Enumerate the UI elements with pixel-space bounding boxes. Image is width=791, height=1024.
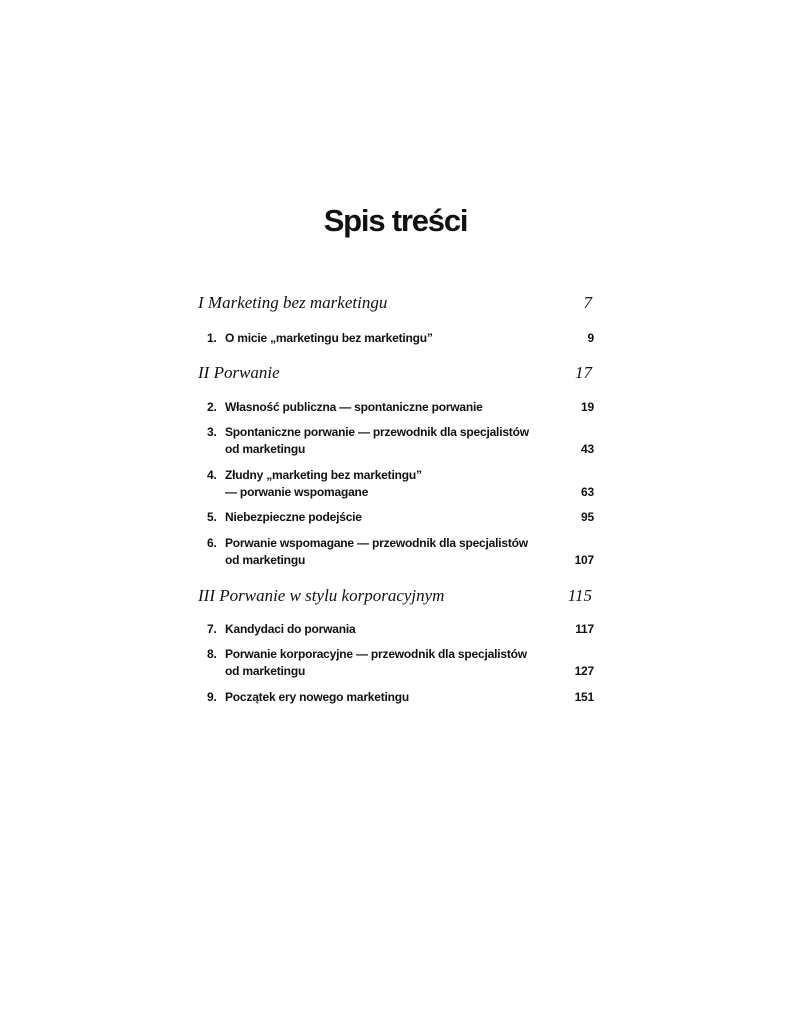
toc-part-title: III Porwanie w stylu korporacyjnym — [198, 586, 445, 605]
toc-chapter-page: 9 — [587, 331, 594, 345]
toc-part-page: 17 — [575, 363, 592, 382]
toc-chapter-number: 4. — [207, 468, 217, 482]
toc-chapter-page: 63 — [581, 485, 594, 499]
toc-chapter-number: 9. — [207, 690, 217, 704]
toc-chapter-page: 19 — [581, 400, 594, 414]
toc-chapter-number: 6. — [207, 536, 217, 550]
toc-chapter-number: 5. — [207, 510, 217, 524]
toc-chapter-title: Spontaniczne porwanie — przewodnik dla specjalistów — [225, 425, 529, 439]
toc-chapter-title: Niebezpieczne podejście — [225, 510, 362, 524]
toc-chapter-title-continued: od marketingu — [225, 442, 306, 456]
toc-part-title: I Marketing bez marketingu — [198, 293, 388, 312]
toc-part-page: 7 — [583, 293, 592, 312]
toc-chapter-number: 2. — [207, 400, 217, 414]
page-title: Spis treści — [323, 203, 468, 238]
toc-chapter-title: Własność publiczna — spontaniczne porwanie — [225, 400, 483, 414]
toc-chapter-title: O micie „marketingu bez marketingu” — [225, 331, 433, 345]
toc-chapter-page: 95 — [581, 510, 594, 524]
toc-chapter-number: 8. — [207, 647, 217, 661]
toc-chapter-number: 1. — [207, 331, 217, 345]
toc-chapter-title-continued: od marketingu — [225, 664, 306, 678]
toc-part-page: 115 — [567, 586, 592, 605]
toc-chapter-page: 43 — [581, 442, 594, 456]
toc-chapter-title: Porwanie korporacyjne — przewodnik dla specjalistów — [225, 647, 527, 661]
toc-chapter-page: 107 — [574, 553, 594, 567]
toc-chapter-title: Kandydaci do porwania — [225, 622, 356, 636]
toc-chapter-page: 127 — [574, 664, 594, 678]
toc-part-title: II Porwanie — [198, 363, 280, 382]
toc-chapter-page: 117 — [575, 622, 594, 636]
toc-chapter-title: Porwanie wspomagane — przewodnik dla specjalistów — [225, 536, 528, 550]
toc-chapter-number: 3. — [207, 425, 217, 439]
toc-chapter-title-continued: — porwanie wspomagane — [225, 485, 369, 499]
toc-chapter-number: 7. — [207, 622, 217, 636]
toc-chapter-title-continued: od marketingu — [225, 553, 306, 567]
toc-chapter-page: 151 — [574, 690, 594, 704]
toc-chapter-title: Początek ery nowego marketingu — [225, 690, 410, 704]
toc-chapter-title: Złudny „marketing bez marketingu” — [225, 468, 422, 482]
